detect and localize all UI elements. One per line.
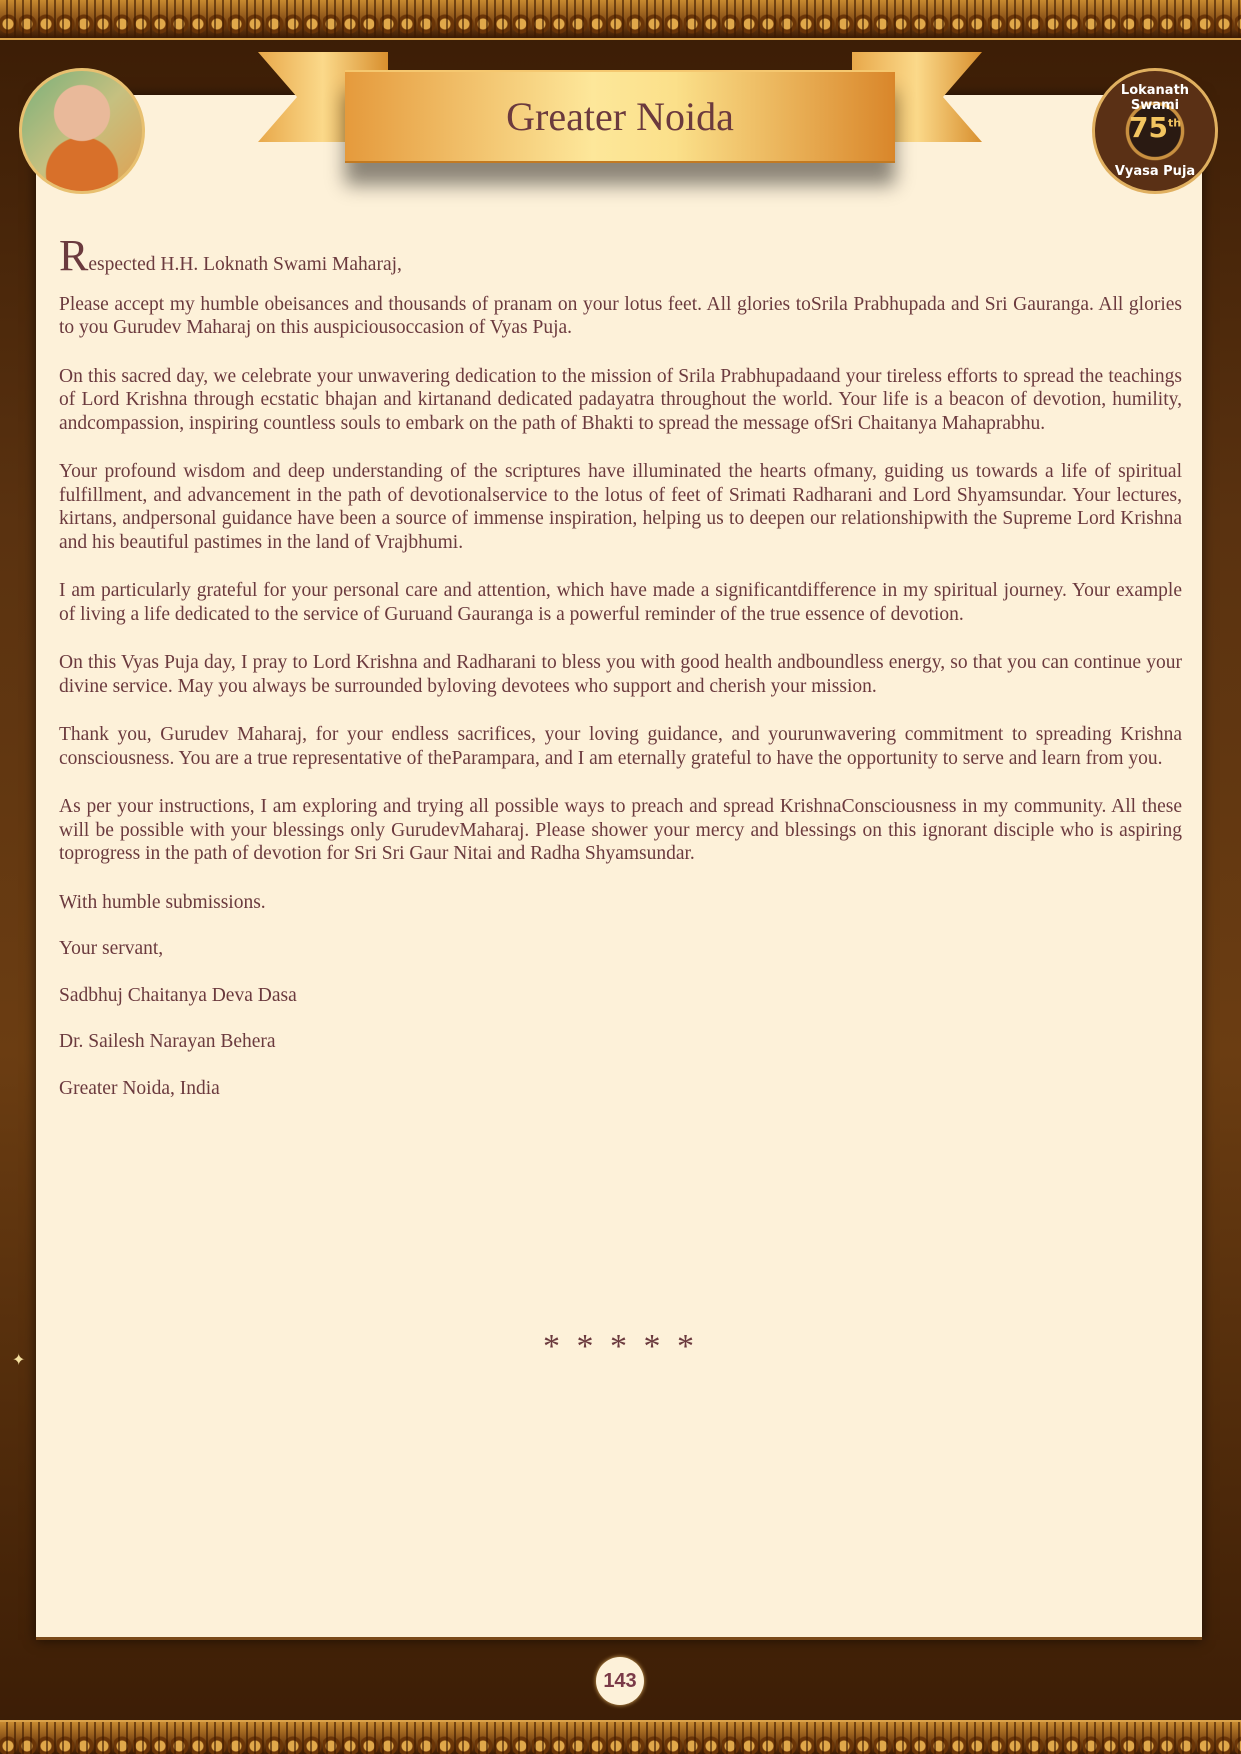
paragraph: Your profound wisdom and deep understanding of the scriptures have illuminated the hearts ofmany, guiding us towards a life of spiritual fulfillment, and advancement in the path of devotionalservice to the lotus of feet of Srimati Radharani and Lord Shyamsundar. Your lectures, kirtans, andpersonal guidance have been a source of immense inspiration, helping us to deepen our relationshipwith the Supreme Lord Krishna and his beautiful pastimes in the land of Vrajbhumi.	[59, 461, 1182, 553]
sparkle-icon: ✦	[12, 1352, 26, 1369]
paragraph: As per your instructions, I am exploring and trying all possible ways to preach and spread KrishnaConsciousness in my community. All these will be possible with your blessings only GurudevMaharaj. Please shower your mercy and blessings on this ignorant disciple who is aspiring toprogress in the path of devotion for Sri Sri Gaur Nitai and Radha Shyamsundar.	[59, 796, 1182, 864]
title-ribbon	[345, 70, 895, 163]
section-separator: * * * * *	[543, 1328, 698, 1365]
signoff: Your servant,	[59, 938, 164, 959]
sender-alt-name: Dr. Sailesh Narayan Behera	[59, 1031, 276, 1052]
badge-top-text: Lokanath Swami	[1120, 83, 1190, 113]
badge-number-value: 75	[1128, 111, 1168, 144]
drop-cap: R	[59, 231, 89, 280]
badge-number-suffix: th	[1167, 116, 1182, 130]
paragraph: On this Vyas Puja day, I pray to Lord Krishna and Radharani to bless you with good health andboundless energy, so that you can continue your divine service. May you always be surrounded byloving devotees who support and cherish your mission.	[59, 652, 1182, 697]
top-decorative-border	[0, 0, 1241, 40]
page-number: 143	[596, 1657, 644, 1705]
page-title: Greater Noida	[506, 94, 734, 139]
paragraph: I am particularly grateful for your personal care and attention, which have made a significantdifference in my spiritual journey. Your example of living a life dedicated to the service of Guruand Gauranga is a powerful reminder of the true essence of devotion.	[59, 580, 1182, 625]
paragraph: On this sacred day, we celebrate your unwavering dedication to the mission of Srila Prabhupadaand your tireless efforts to spread the teachings of Lord Krishna through ecstatic bhajan and kirtanand dedicated padayatra throughout the world. Your life is a beacon of devotion, humility, andcompassion, inspiring countless souls to embark on the path of Bhakti to spread the message ofSri Chaitanya Mahaprabhu.	[59, 365, 1182, 434]
badge-bottom-text: Vyasa Puja	[1114, 164, 1196, 179]
sender-name: Sadbhuj Chaitanya Deva Dasa	[59, 984, 297, 1006]
salutation-text: espected H.H. Loknath Swami Maharaj,	[88, 254, 402, 275]
sender-location: Greater Noida, India	[59, 1077, 220, 1099]
vyasa-puja-75th-badge-logo	[1092, 68, 1218, 194]
letter-body	[59, 231, 1182, 1123]
guru-portrait-image	[19, 68, 145, 194]
bottom-decorative-border	[0, 1720, 1241, 1754]
badge-number	[1095, 111, 1215, 144]
paragraph: Thank you, Gurudev Maharaj, for your endless sacrifices, your loving guidance, and yourunwavering commitment to spreading Krishna consciousness. You are a true representative of theParampara, and I am eternally grateful to have the opportunity to serve and learn from you.	[59, 724, 1182, 769]
salutation	[59, 231, 1182, 280]
paragraph: Please accept my humble obeisances and thousands of pranam on your lotus feet. All glories toSrila Prabhupada and Sri Gauranga. All glories to you Gurudev Maharaj on this auspiciousoccasion of Vyas Puja.	[59, 293, 1182, 338]
closing: With humble submissions.	[59, 891, 266, 913]
